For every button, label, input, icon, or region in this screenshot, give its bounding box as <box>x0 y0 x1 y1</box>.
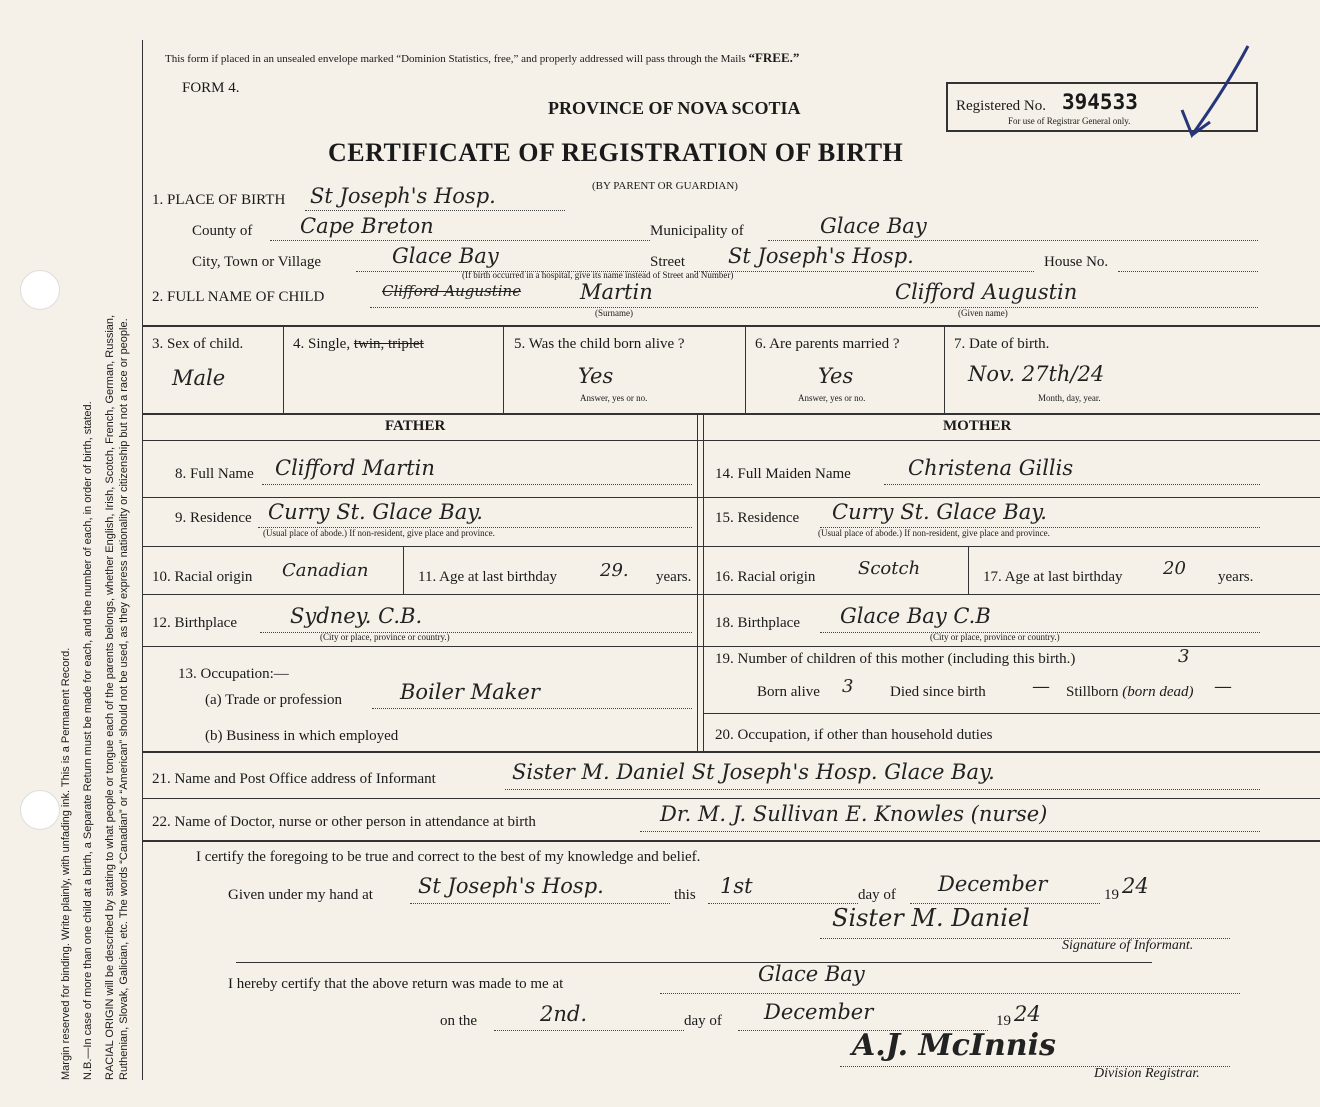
margin-note-1: Margin reserved for binding. Write plainly, with unfading ink. This is a Permanent Record. <box>60 647 72 1080</box>
mother-heading: MOTHER <box>943 418 1012 434</box>
occupation-label: 13. Occupation:— <box>178 666 289 682</box>
house-label: House No. <box>1044 254 1109 270</box>
mother-residence-value: Curry St. Glace Bay. <box>832 500 1047 524</box>
mother-name-label: 14. Full Maiden Name <box>715 466 851 482</box>
municipality-value: Glace Bay <box>820 214 927 238</box>
registrar-day: 2nd. <box>540 1002 588 1026</box>
street-label: Street <box>650 254 685 270</box>
father-heading: FATHER <box>385 418 446 434</box>
father-age-label: 11. Age at last birthday <box>418 569 557 585</box>
informant-value: Sister M. Daniel St Joseph's Hosp. Glace Bay. <box>512 760 995 784</box>
margin-note-3: RACIAL ORIGIN will be described by stating to what people or tongue each of the parents belongs, whether English, Irish, Scotch, French, German, Russian, <box>104 314 116 1080</box>
county-label: County of <box>192 223 253 239</box>
doctor-value: Dr. M. J. Sullivan E. Knowles (nurse) <box>660 802 1048 826</box>
street-note: (If birth occurred in a hospital, give its name instead of Street and Number) <box>462 270 734 280</box>
province-heading: PROVINCE OF NOVA SCOTIA <box>548 98 801 118</box>
died-value: — <box>1032 676 1050 697</box>
born-alive-count-value: 3 <box>842 676 854 697</box>
sex-value: Male <box>172 366 226 390</box>
dob-label: 7. Date of birth. <box>954 336 1050 352</box>
certificate-title: CERTIFICATE OF REGISTRATION OF BIRTH <box>328 138 904 167</box>
place-value: St Joseph's Hosp. <box>310 184 496 208</box>
certificate-subtitle: (BY PARENT OR GUARDIAN) <box>592 180 738 192</box>
registrar-year-prefix: 19 <box>996 1013 1011 1029</box>
business-label: (b) Business in which employed <box>205 728 399 744</box>
sex-label: 3. Sex of child. <box>152 336 244 352</box>
father-age-years: years. <box>656 569 692 585</box>
city-label: City, Town or Village <box>192 254 322 270</box>
mother-race-label: 16. Racial origin <box>715 569 816 585</box>
father-race-value: Canadian <box>282 560 369 581</box>
registrar-day-of: day of <box>684 1013 722 1029</box>
margin-note-2: N.B.—In case of more than one child at a birth, a Separate Return must be made for each, and the number of each, in order of birth, stated. <box>82 401 94 1080</box>
trade-value: Boiler Maker <box>400 680 540 704</box>
punch-hole-top <box>20 270 60 310</box>
dob-value: Nov. 27th/24 <box>968 362 1105 386</box>
registrar-place: Glace Bay <box>758 962 865 986</box>
mother-birthplace-note: (City or place, province or country.) <box>930 632 1060 642</box>
certify-statement: I certify the foregoing to be true and correct to the best of my knowledge and belief. <box>196 849 701 865</box>
mother-occupation-label: 20. Occupation, if other than household duties <box>715 727 993 743</box>
children-count-value: 3 <box>1178 646 1190 667</box>
city-value: Glace Bay <box>392 244 499 268</box>
father-birthplace-note: (City or place, province or country.) <box>320 632 450 642</box>
given-place: St Joseph's Hosp. <box>418 874 604 898</box>
father-residence-note: (Usual place of abode.) If non-resident, give place and province. <box>263 528 495 538</box>
born-alive-value: Yes <box>578 364 614 388</box>
day-value: 1st <box>720 874 753 898</box>
registrar-note: For use of Registrar General only. <box>1008 116 1131 126</box>
year-value: 24 <box>1122 874 1149 898</box>
county-value: Cape Breton <box>300 214 434 238</box>
mother-age-years: years. <box>1218 569 1254 585</box>
form-number: FORM 4. <box>182 80 240 96</box>
registrar-statement: I hereby certify that the above return was made to me at <box>228 976 564 992</box>
given-under-label: Given under my hand at <box>228 887 373 903</box>
mother-birthplace-value: Glace Bay C.B <box>840 604 991 628</box>
father-birthplace-label: 12. Birthplace <box>152 615 237 631</box>
month-value: December <box>938 872 1048 896</box>
registrar-month: December <box>764 1000 874 1024</box>
mother-residence-note: (Usual place of abode.) If non-resident, give place and province. <box>818 528 1050 538</box>
stillborn-label: Stillborn (born dead) <box>1066 684 1194 700</box>
margin-note-4: Ruthenian, Slovak, Galician, etc. The words “Canadian” or “American” should not be used, as they express nationality or citizenship but not a race or people. <box>118 318 130 1080</box>
child-name-label: 2. FULL NAME OF CHILD <box>152 289 325 305</box>
died-label: Died since birth <box>890 684 986 700</box>
mother-age-label: 17. Age at last birthday <box>983 569 1123 585</box>
registered-label: Registered No. <box>956 98 1046 114</box>
checkmark-icon <box>1170 40 1260 150</box>
day-of-label: day of <box>858 887 896 903</box>
child-name-crossed: Clifford Augustine <box>382 282 522 300</box>
married-label: 6. Are parents married ? <box>755 336 900 352</box>
punch-hole-bottom <box>20 790 60 830</box>
father-name-label: 8. Full Name <box>175 466 254 482</box>
father-age-value: 29. <box>600 560 629 581</box>
single-label: 4. Single, twin, triplet <box>293 336 424 352</box>
trade-label: (a) Trade or profession <box>205 692 343 708</box>
married-note: Answer, yes or no. <box>798 393 866 403</box>
registrar-signature: A.J. McInnis <box>852 1028 1056 1063</box>
father-residence-label: 9. Residence <box>175 510 252 526</box>
margin-border <box>142 40 143 1080</box>
born-alive-label: 5. Was the child born alive ? <box>514 336 685 352</box>
mother-residence-label: 15. Residence <box>715 510 800 526</box>
mother-age-value: 20 <box>1163 558 1186 579</box>
given-name-note: (Given name) <box>958 308 1008 318</box>
father-race-label: 10. Racial origin <box>152 569 253 585</box>
year-prefix: 19 <box>1104 887 1119 903</box>
registrar-year: 24 <box>1014 1002 1041 1026</box>
father-name-value: Clifford Martin <box>275 456 435 480</box>
mail-notice: This form if placed in an unsealed envelope marked “Dominion Statistics, free,” and properly addressed will pass through the Mails “FREE.” <box>165 50 800 65</box>
municipality-label: Municipality of <box>650 223 744 239</box>
place-label: 1. PLACE OF BIRTH <box>152 192 286 208</box>
father-birthplace-value: Sydney. C.B. <box>290 604 423 628</box>
child-surname: Martin <box>580 280 653 304</box>
mother-race-value: Scotch <box>858 558 921 579</box>
street-value: St Joseph's Hosp. <box>728 244 914 268</box>
informant-label: 21. Name and Post Office address of Informant <box>152 771 436 787</box>
married-value: Yes <box>818 364 854 388</box>
dob-note: Month, day, year. <box>1038 393 1101 403</box>
doctor-label: 22. Name of Doctor, nurse or other person in attendance at birth <box>152 814 536 830</box>
born-alive-note: Answer, yes or no. <box>580 393 648 403</box>
mother-name-value: Christena Gillis <box>908 456 1074 480</box>
child-given-name: Clifford Augustin <box>895 280 1078 304</box>
children-count-label: 19. Number of children of this mother (including this birth.) <box>715 651 1076 667</box>
this-label: this <box>674 887 696 903</box>
surname-note: (Surname) <box>595 308 633 318</box>
father-residence-value: Curry St. Glace Bay. <box>268 500 483 524</box>
registered-number: 394533 <box>1062 90 1138 114</box>
informant-signature: Sister M. Daniel <box>832 904 1030 932</box>
stillborn-value: — <box>1214 676 1232 697</box>
born-alive-count-label: Born alive <box>757 684 820 700</box>
on-the-label: on the <box>440 1013 478 1029</box>
signature-label: Signature of Informant. <box>1062 938 1194 953</box>
registrar-label: Division Registrar. <box>1094 1066 1200 1081</box>
mother-birthplace-label: 18. Birthplace <box>715 615 800 631</box>
